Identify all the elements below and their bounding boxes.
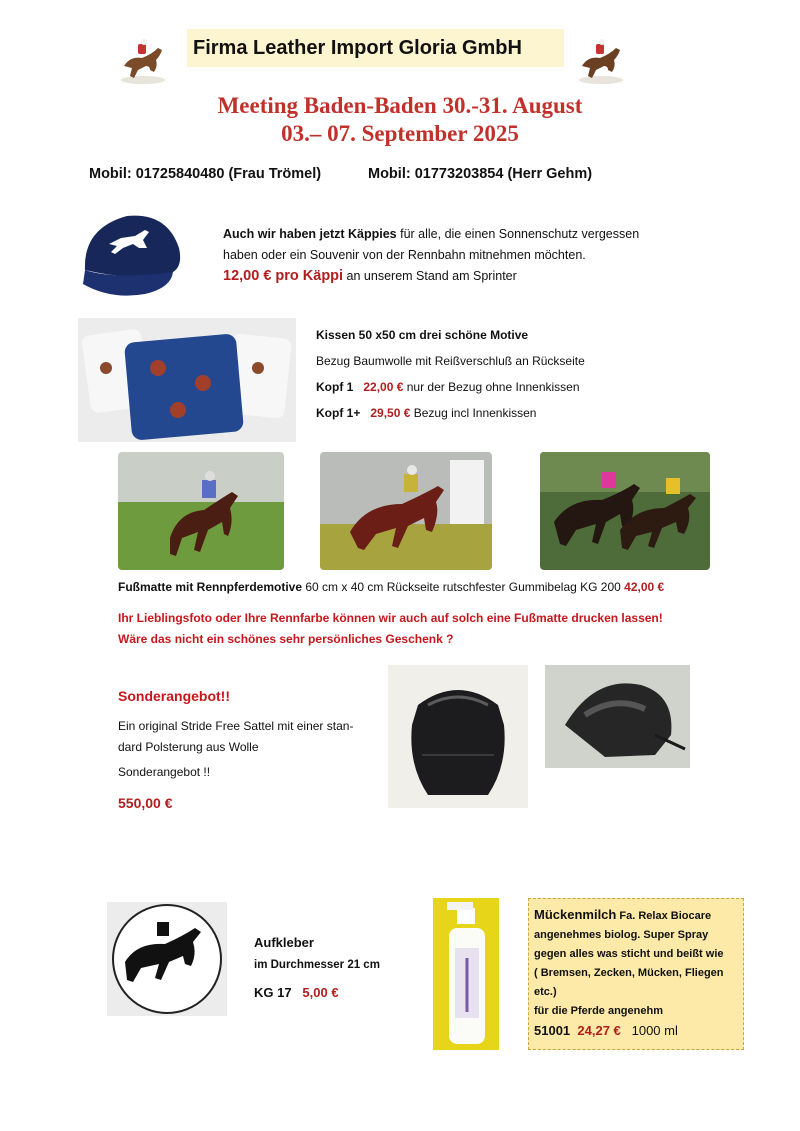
spray-brand: Fa. Relax Biocare bbox=[616, 910, 712, 922]
sticker-size: im Durchmesser 21 cm bbox=[254, 959, 380, 971]
mat-image-3 bbox=[540, 452, 710, 570]
horse-logo-right-icon bbox=[574, 36, 628, 93]
company-name: Firma Leather Import Gloria GmbH bbox=[187, 29, 564, 67]
cap-line2: haben oder ein Souvenir von der Rennbahn mitnehmen möchten. bbox=[223, 248, 586, 262]
mat-price: 42,00 € bbox=[624, 580, 665, 594]
mat-image-1 bbox=[118, 452, 284, 570]
saddle-image-front bbox=[388, 665, 528, 808]
cap-image bbox=[75, 208, 187, 300]
spray-line3: gegen alles was sticht und beißt wie bbox=[534, 948, 724, 960]
sticker-title: Aufkleber bbox=[254, 935, 314, 950]
mat-desc: 60 cm x 40 cm Rückseite rutschfester Gummibelag KG 200 bbox=[302, 580, 625, 594]
spray-volume: 1000 ml bbox=[631, 1023, 678, 1038]
spray-line4: ( Bremsen, Zecken, Mücken, Fliegen etc.) bbox=[534, 967, 724, 998]
cap-price: 12,00 € pro Käppi bbox=[223, 268, 344, 284]
mat-promo-line1: Ihr Lieblingsfoto oder Ihre Rennfarbe können wir auch auf solch eine Fußmatte drucken lassen! bbox=[118, 611, 663, 625]
spray-bottle-image bbox=[433, 898, 499, 1050]
pillow-opt2-note: Bezug incl Innenkissen bbox=[410, 406, 537, 420]
sticker-price: 5,00 € bbox=[302, 985, 339, 1000]
phone-contact-2: Mobil: 01773203854 (Herr Gehm) bbox=[368, 166, 593, 182]
spray-code: 51001 bbox=[534, 1023, 571, 1038]
mat-promo-line2: Wäre das nicht ein schönes sehr persönliches Geschenk ? bbox=[118, 632, 454, 646]
cap-intro-rest: für alle, die einen Sonnenschutz vergessen bbox=[396, 227, 640, 241]
pillow-opt1-price: 22,00 € bbox=[363, 380, 404, 394]
pillow-opt2-price: 29,50 € bbox=[370, 406, 411, 420]
saddle-offer-subtitle: Sonderangebot !! bbox=[118, 765, 211, 779]
cap-description bbox=[223, 224, 663, 287]
cap-intro-bold: Auch wir haben jetzt Käppies bbox=[223, 227, 397, 241]
pillow-title: Kissen 50 x50 cm drei schöne Motive bbox=[316, 328, 529, 342]
mat-promo bbox=[118, 608, 738, 650]
spray-info-box bbox=[528, 898, 744, 1050]
pillow-opt1-label: Kopf 1 bbox=[316, 380, 354, 394]
spray-price: 24,27 € bbox=[577, 1023, 621, 1038]
pillow-description bbox=[316, 322, 646, 426]
spray-title: Mückenmilch bbox=[534, 907, 617, 922]
mat-title: Fußmatte mit Rennpferdemotive bbox=[118, 580, 303, 594]
sticker-kg: KG 17 bbox=[254, 985, 292, 1000]
phone-contact-1: Mobil: 01725840480 (Frau Trömel) bbox=[89, 166, 322, 182]
horse-logo-left-icon bbox=[116, 36, 170, 93]
sticker-price-line bbox=[254, 985, 339, 1000]
event-title-line2: 03.– 07. September 2025 bbox=[281, 121, 519, 146]
mat-description bbox=[118, 580, 738, 594]
pillow-opt1-note: nur der Bezug ohne Innenkissen bbox=[403, 380, 580, 394]
cap-price-note: an unserem Stand am Sprinter bbox=[343, 269, 517, 283]
saddle-offer-title: Sonderangebot!! bbox=[118, 688, 230, 704]
pillow-image bbox=[78, 318, 296, 442]
spray-line2: angenehmes biolog. Super Spray bbox=[534, 929, 709, 941]
pillow-line2: Bezug Baumwolle mit Reißverschluß an Rückseite bbox=[316, 354, 585, 368]
saddle-description: Ein original Stride Free Sattel mit einer stan-dard Polsterung aus Wolle bbox=[118, 719, 354, 754]
spray-line5: für die Pferde angenehm bbox=[534, 1005, 663, 1017]
sticker-image bbox=[107, 902, 227, 1016]
saddle-price: 550,00 € bbox=[118, 795, 173, 811]
event-title-line1: Meeting Baden-Baden 30.-31. August bbox=[217, 93, 583, 118]
saddle-image-back bbox=[545, 665, 690, 768]
mat-image-2 bbox=[320, 452, 492, 570]
pillow-opt2-label: Kopf 1+ bbox=[316, 406, 361, 420]
